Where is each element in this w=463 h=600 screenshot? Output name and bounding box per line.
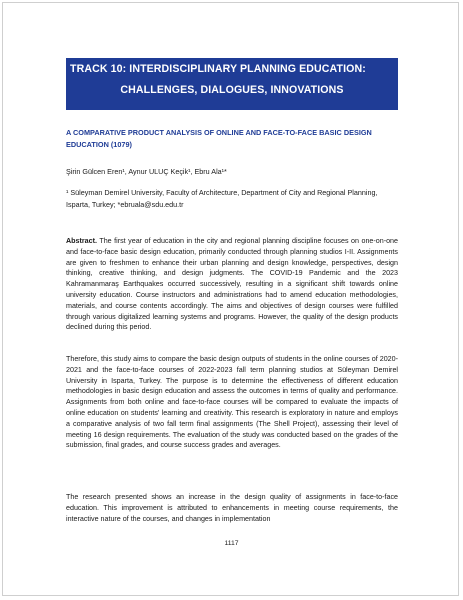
body-paragraph-2: Therefore, this study aims to compare the basic design outputs of students in the online courses of 2020-2021 and the face-to-face courses of 2022-2023 fall term planning studios at Süleyman Demirel University in Isparta, Turkey. The purpose is to determine the effectiveness of different education methodologies in basic design education and assess the outcomes in terms of quality and performance. Assignments from both online and face-to-face courses will be compared to evaluate the impacts of online education on students' learning and creativity. This research is exploratory in nature and employs a comparative analysis of two fall term final assignments (The Shell Project), assessing their level of meeting 16 design requirements. The evaluation of the study was conducted based on the grades of the submission, final grades, and course success grades and averages. xyxy=(66,355,398,450)
track-banner xyxy=(66,58,398,110)
body-paragraph-3: The research presented shows an increase in the design quality of assignments in face-to-face education. This improvement is attributed to enhancements in meeting course requirements, the interactive nature of the courses, and changes in implementation xyxy=(66,493,398,523)
track-title-line2: CHALLENGES, DIALOGUES, INNOVATIONS xyxy=(120,84,344,96)
page-number: 1117 xyxy=(224,540,239,547)
author-list: Şirin Gülcen Eren¹, Aynur ULUÇ Keçik¹, Ebru Ala¹* xyxy=(66,167,227,176)
abstract-label: Abstract. xyxy=(66,237,97,245)
abstract-text: The first year of education in the city and regional planning discipline focuses on one-on-one and face-to-face basic design education, primarily conducted through planning studios I-II. Assignments are given to freshmen to enhance their urban planning and design knowledge, perspectives, design thinking, creative thinking, and design judgments. The COVID-19 Pandemic and the 2023 Kahramanmaraş Earthquakes occurred successively, resulting in a significant shift towards online university education. Course instructors and administrations had to amend education methodologies, materials, and course contents accordingly. The aims and objectives of design courses were fulfilled through various digitalized learning systems and programs. However, the quality of the design products declined during this period. xyxy=(66,237,398,332)
paper-title: A COMPARATIVE PRODUCT ANALYSIS OF ONLINE AND FACE-TO-FACE BASIC DESIGN EDUCATION (1079) xyxy=(66,128,372,149)
track-title-line1: TRACK 10: INTERDISCIPLINARY PLANNING EDUCATION: xyxy=(70,63,366,75)
abstract-paragraph xyxy=(66,236,398,333)
affiliation: ¹ Süleyman Demirel University, Faculty of Architecture, Department of City and Regional Planning, Isparta, Turkey; *ebruala@sdu.edu.tr xyxy=(66,188,378,209)
